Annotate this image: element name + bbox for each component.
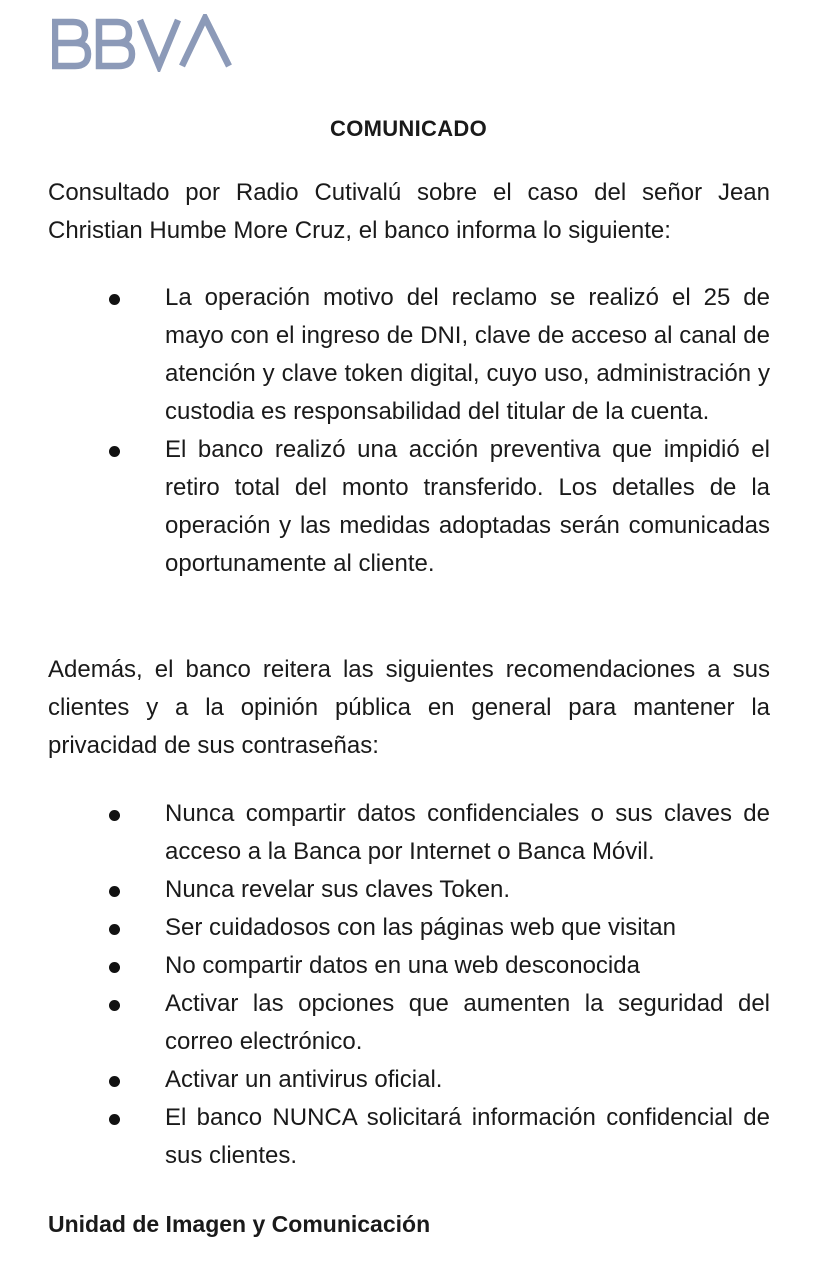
bullet-icon bbox=[109, 1114, 120, 1125]
list-item-text: Ser cuidadosos con las páginas web que visitan bbox=[165, 914, 676, 941]
list-item-text: Nunca revelar sus claves Token. bbox=[165, 876, 511, 903]
list-item-text: El banco NUNCA solicitará información confidencial de sus clientes. bbox=[165, 1104, 770, 1169]
list-item bbox=[165, 795, 770, 871]
bullet-icon bbox=[109, 810, 120, 821]
list-item-text: La operación motivo del reclamo se realizó el 25 de mayo con el ingreso de DNI, clave de acceso al canal de atención y clave token digital, cuyo uso, administración y custodia es responsabilidad del titular de la cuenta. bbox=[165, 284, 770, 425]
bullet-icon bbox=[109, 294, 120, 305]
list-item bbox=[165, 279, 770, 431]
list-item bbox=[165, 871, 770, 909]
bullet-icon bbox=[109, 1000, 120, 1011]
recommendations-list bbox=[165, 795, 770, 1175]
document-title: COMUNICADO bbox=[330, 116, 487, 141]
facts-list bbox=[165, 279, 770, 583]
bullet-icon bbox=[109, 446, 120, 457]
list-item bbox=[165, 1061, 770, 1099]
list-item-text: Nunca compartir datos confidenciales o sus claves de acceso a la Banca por Internet o Banca Móvil. bbox=[165, 800, 770, 865]
signature: Unidad de Imagen y Comunicación bbox=[48, 1211, 431, 1237]
intro-paragraph: Consultado por Radio Cutivalú sobre el caso del señor Jean Christian Humbe More Cruz, el banco informa lo siguiente: bbox=[48, 179, 770, 244]
bullet-icon bbox=[109, 886, 120, 897]
list-item-text: El banco realizó una acción preventiva que impidió el retiro total del monto transferido. Los detalles de la operación y las medidas adoptadas serán comunicadas oportunamente al cliente. bbox=[165, 436, 770, 577]
bullet-icon bbox=[109, 962, 120, 973]
bbva-logo bbox=[52, 14, 232, 72]
list-item-text: No compartir datos en una web desconocida bbox=[165, 952, 640, 979]
list-item bbox=[165, 909, 770, 947]
list-item bbox=[165, 947, 770, 985]
recommendations-intro-paragraph: Además, el banco reitera las siguientes recomendaciones a sus clientes y a la opinión pública en general para mantener la privacidad de sus contraseñas: bbox=[48, 656, 770, 759]
bullet-icon bbox=[109, 924, 120, 935]
list-item bbox=[165, 1099, 770, 1175]
list-item bbox=[165, 985, 770, 1061]
list-item bbox=[165, 431, 770, 583]
bullet-icon bbox=[109, 1076, 120, 1087]
list-item-text: Activar un antivirus oficial. bbox=[165, 1066, 443, 1093]
list-item-text: Activar las opciones que aumenten la seguridad del correo electrónico. bbox=[165, 990, 770, 1055]
